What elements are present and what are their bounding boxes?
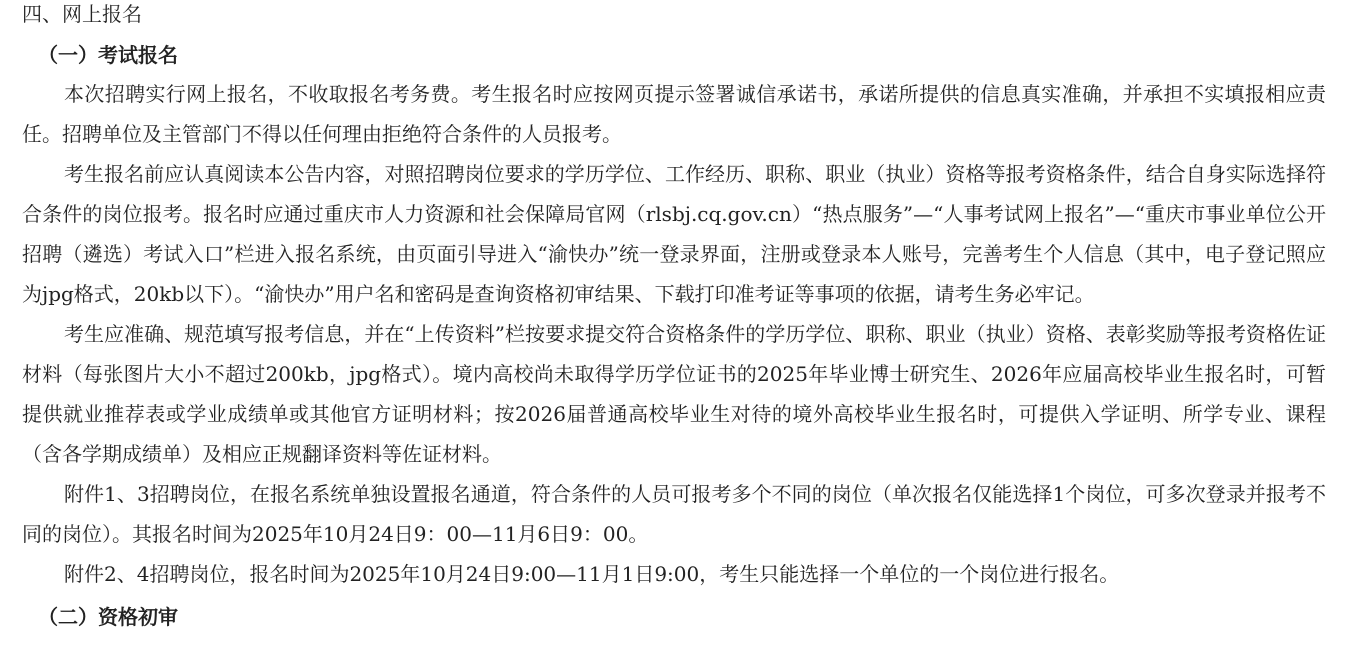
- section-heading: 四、网上报名: [22, 2, 142, 26]
- document-body: [22, 0, 1326, 630]
- paragraph-registration-procedure: 考生报名前应认真阅读本公告内容，对照招聘岗位要求的学历学位、工作经历、职称、职业（执业）资格等报考资格条件，结合自身实际选择符合条件的岗位报考。报名时应通过重庆市人力资源和社会保障局官网（rlsbj.cq.gov.cn）“热点服务”—“人事考试网上报名”—“重庆市事业单位公开招聘（遴选）考试入口”栏进入报名系统，由页面引导进入“渝快办”统一登录界面，注册或登录本人账号，完善考生个人信息（其中，电子登记照应为jpg格式，20kb以下）。“渝快办”用户名和密码是查询资格初审结果、下载打印准考证等事项的依据，请考生务必牢记。: [22, 162, 1326, 306]
- paragraph-supporting-materials: 考生应准确、规范填写报考信息，并在“上传资料”栏按要求提交符合资格条件的学历学位、职称、职业（执业）资格、表彰奖励等报考资格佐证材料（每张图片大小不超过200kb，jpg格式）。境内高校尚未取得学历学位证书的2025年毕业博士研究生、2026年应届高校毕业生报名时，可暂提供就业推荐表或学业成绩单或其他官方证明材料；按2026届普通高校毕业生对待的境外高校毕业生报名时，可提供入学证明、所学专业、课程（含各学期成绩单）及相应正规翻译资料等佐证材料。: [22, 322, 1326, 466]
- subsection-heading-exam-registration: （一）考试报名: [38, 43, 178, 67]
- paragraph-online-registration: 本次招聘实行网上报名，不收取报名考务费。考生报名时应按网页提示签署诚信承诺书，承诺所提供的信息真实准确，并承担不实填报相应责任。招聘单位及主管部门不得以任何理由拒绝符合条件的人员报考。: [22, 82, 1326, 146]
- subsection-heading-qualification-review: （二）资格初审: [38, 605, 178, 629]
- paragraph-attachment-1-3: 附件1、3招聘岗位，在报名系统单独设置报名通道，符合条件的人员可报考多个不同的岗位（单次报名仅能选择1个岗位，可多次登录并报考不同的岗位）。其报名时间为2025年10月24日9：00—11月6日9：00。: [22, 482, 1326, 546]
- paragraph-attachment-2-4: 附件2、4招聘岗位，报名时间为2025年10月24日9:00—11月1日9:00，考生只能选择一个单位的一个岗位进行报名。: [64, 562, 1120, 586]
